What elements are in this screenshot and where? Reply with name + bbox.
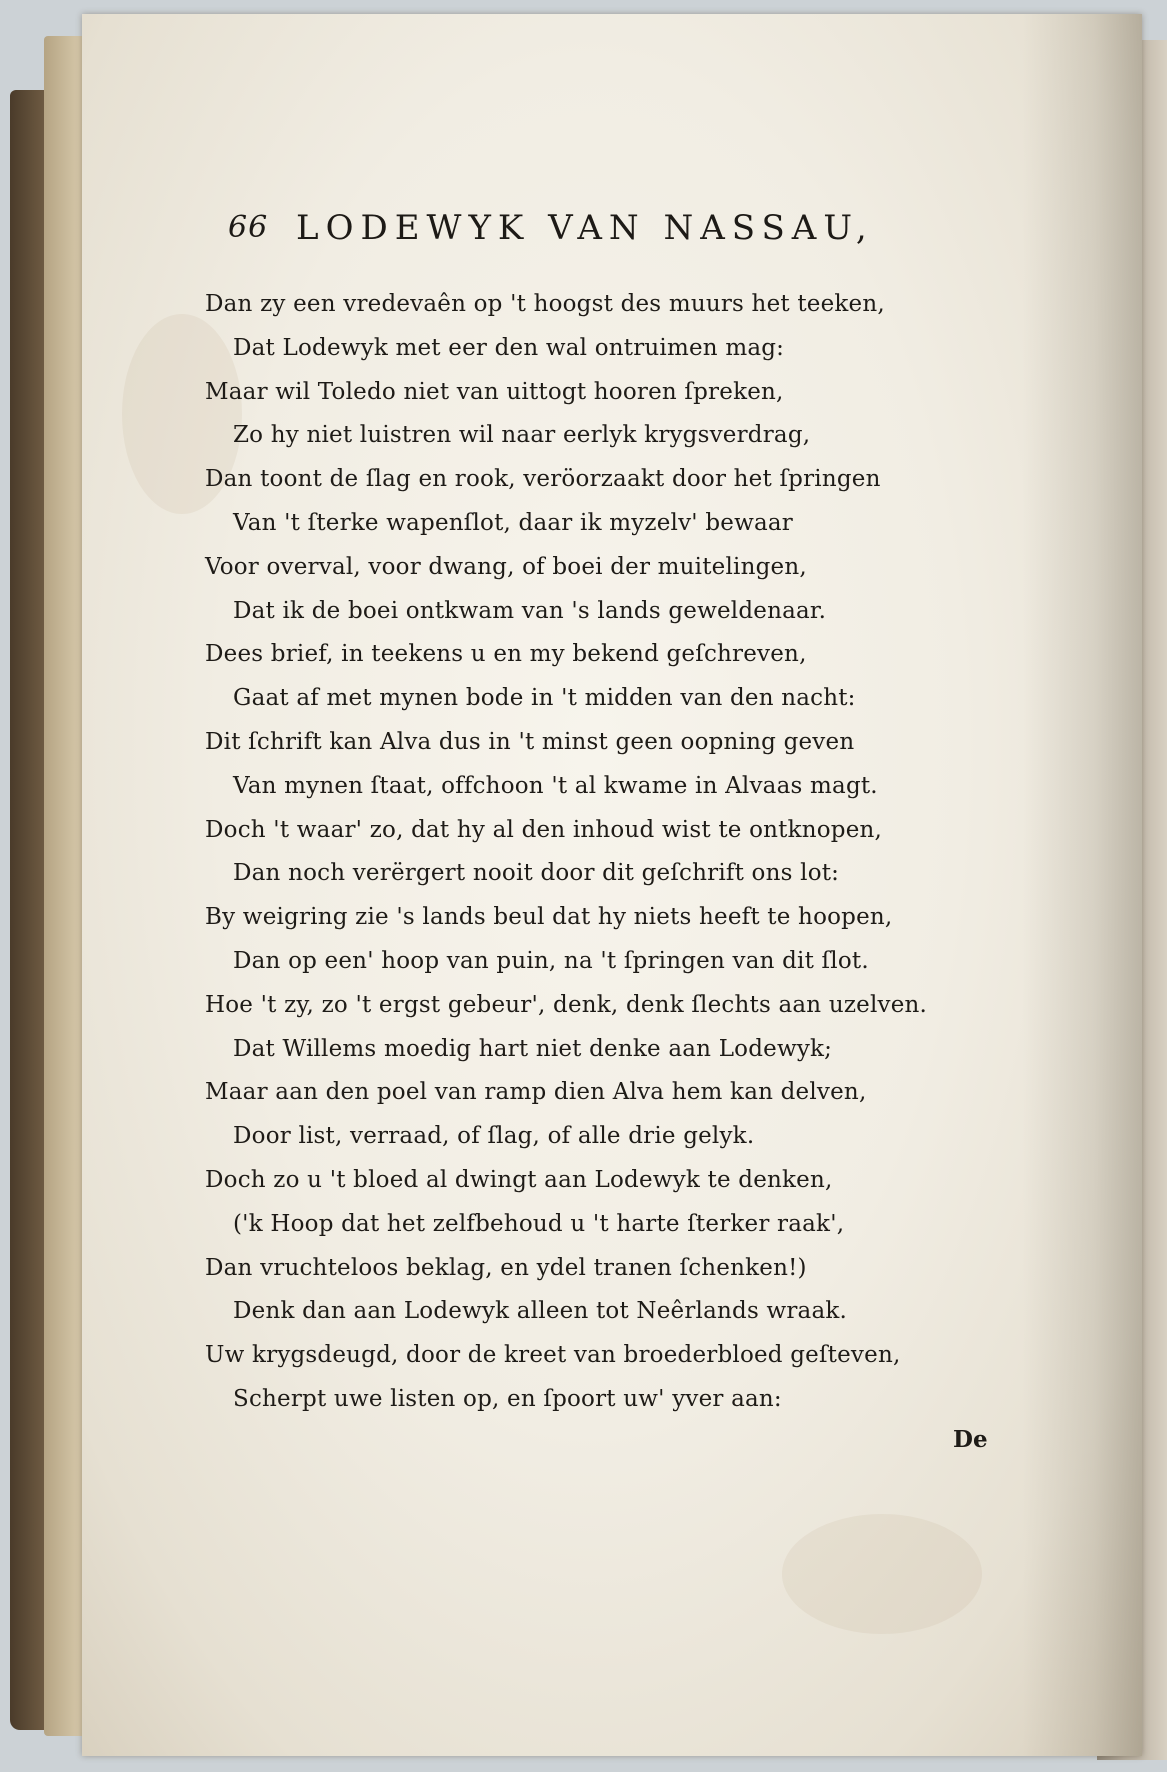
verse-line: Maar aan den poel van ramp dien Alva hem kan delven, bbox=[205, 1079, 867, 1106]
verse-line: ('k Hoop dat het zelfbehoud u 't harte ſterker raak', bbox=[233, 1210, 845, 1237]
verse-line: Door list, verraad, of ſlag, of alle drie gelyk. bbox=[233, 1123, 755, 1150]
verse-line: Hoe 't zy, zo 't ergst gebeur', denk, denk ſlechts aan uzelven. bbox=[205, 991, 928, 1018]
verse-line: Dit ſchrift kan Alva dus in 't minst geen oopning geven bbox=[205, 728, 855, 755]
verse-line: Dan zy een vredevaên op 't hoogst des muurs het teeken, bbox=[205, 291, 885, 317]
verse-line: Uw krygsdeugd, door de kreet van broederbloed geſteven, bbox=[205, 1342, 901, 1369]
verse-line: Dat Lodewyk met eer den wal ontruimen mag: bbox=[233, 334, 785, 361]
verse-line: Dat Willems moedig hart niet denke aan Lodewyk; bbox=[233, 1035, 833, 1062]
verse-line: Maar wil Toledo niet van uittogt hooren ſpreken, bbox=[205, 378, 784, 405]
page-gutter-shadow bbox=[1022, 14, 1142, 1756]
poem-text bbox=[205, 283, 1025, 1422]
verse-line: Gaat af met mynen bode in 't midden van den nacht: bbox=[233, 685, 856, 712]
verse-line: Denk dan aan Lodewyk alleen tot Neêrlands wraak. bbox=[233, 1298, 848, 1325]
paper-stain bbox=[782, 1514, 982, 1634]
verse-line: Van 't ſterke wapenſlot, daar ik myzelv' bewaar bbox=[233, 509, 793, 536]
verse-line: By weigring zie 's lands beul dat hy niets heeft te hoopen, bbox=[205, 904, 893, 931]
verse-line: Dan noch verërgert nooit door dit geſchrift ons lot: bbox=[233, 860, 840, 887]
verse-line: Dan toont de ſlag en rook, veröorzaakt door het ſpringen bbox=[205, 466, 881, 493]
verse-line: Dees brief, in teekens u en my bekend geſchreven, bbox=[205, 641, 807, 668]
page-number: 66 bbox=[228, 210, 269, 245]
verse-line: Scherpt uwe listen op, en ſpoort uw' yver aan: bbox=[233, 1385, 782, 1412]
verse-line: Van mynen ſtaat, offchoon 't al kwame in Alvaas magt. bbox=[233, 772, 878, 799]
verse-line: Voor overval, voor dwang, of boei der muitelingen, bbox=[205, 553, 807, 580]
running-title: LODEWYK VAN NASSAU, bbox=[296, 208, 874, 248]
verse-line: Dan vruchteloos beklag, en ydel tranen ſchenken!) bbox=[205, 1254, 807, 1281]
verse-line: Zo hy niet luistren wil naar eerlyk krygsverdrag, bbox=[233, 422, 811, 449]
verse-line: Dat ik de boei ontkwam van 's lands geweldenaar. bbox=[233, 597, 827, 624]
verse-line: Doch zo u 't bloed al dwingt aan Lodewyk te denken, bbox=[205, 1166, 833, 1193]
verse-line: Dan op een' hoop van puin, na 't ſpringen van dit ſlot. bbox=[233, 947, 869, 974]
catchword: De bbox=[953, 1426, 988, 1453]
verse-line: Doch 't waar' zo, dat hy al den inhoud wist te ontknopen, bbox=[205, 816, 883, 843]
running-header bbox=[228, 200, 968, 260]
